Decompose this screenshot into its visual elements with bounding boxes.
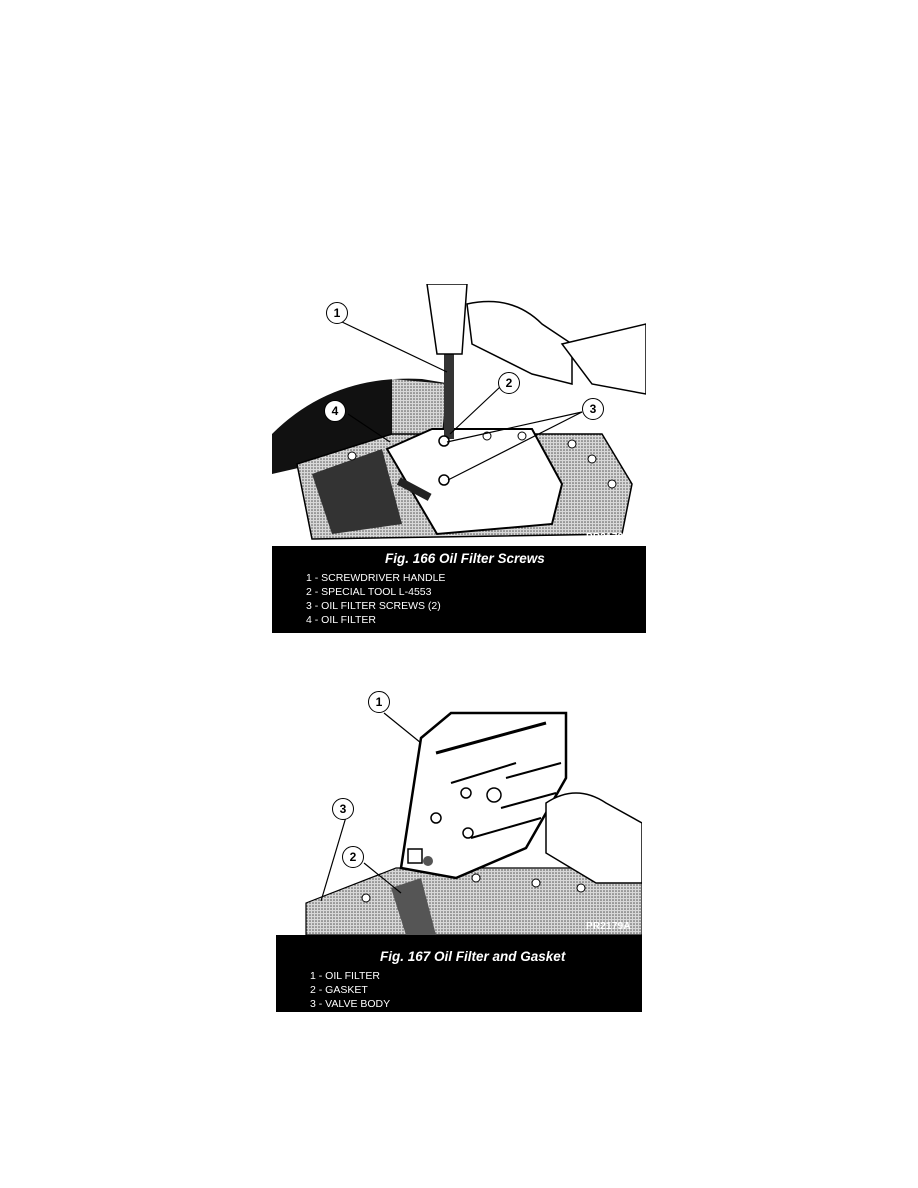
figure-title: Fig. 167 Oil Filter and Gasket: [380, 949, 566, 964]
legend-item: 1 - OIL FILTER: [310, 970, 381, 982]
legend-item: 2 - GASKET: [310, 984, 368, 996]
callout-3: 3: [582, 398, 604, 420]
legend-item: 3 - VALVE BODY: [310, 998, 391, 1010]
callout-1: 1: [326, 302, 348, 324]
legend-item: 4 - OIL FILTER: [306, 614, 377, 626]
figure-legend: [306, 571, 445, 627]
callout-1: 1: [368, 691, 390, 713]
figure-oil-filter-screws: [272, 284, 646, 633]
callout-4: 4: [324, 400, 346, 422]
legend-item: 2 - SPECIAL TOOL L-4553: [306, 586, 432, 598]
callout-2: 2: [498, 372, 520, 394]
figure-title: Fig. 166 Oil Filter Screws: [385, 551, 545, 566]
callout-2: 2: [342, 846, 364, 868]
figure-oil-filter-gasket: [276, 683, 642, 1012]
legend-item: 3 - OIL FILTER SCREWS (2): [306, 600, 441, 612]
figure-code: PR2179A: [586, 921, 631, 932]
figure-code: PR2178B: [586, 532, 631, 543]
callout-3: 3: [332, 798, 354, 820]
oil-filter-gasket-illustration: [276, 683, 642, 935]
figure-legend: [310, 969, 390, 1011]
legend-item: 1 - SCREWDRIVER HANDLE: [306, 572, 446, 584]
